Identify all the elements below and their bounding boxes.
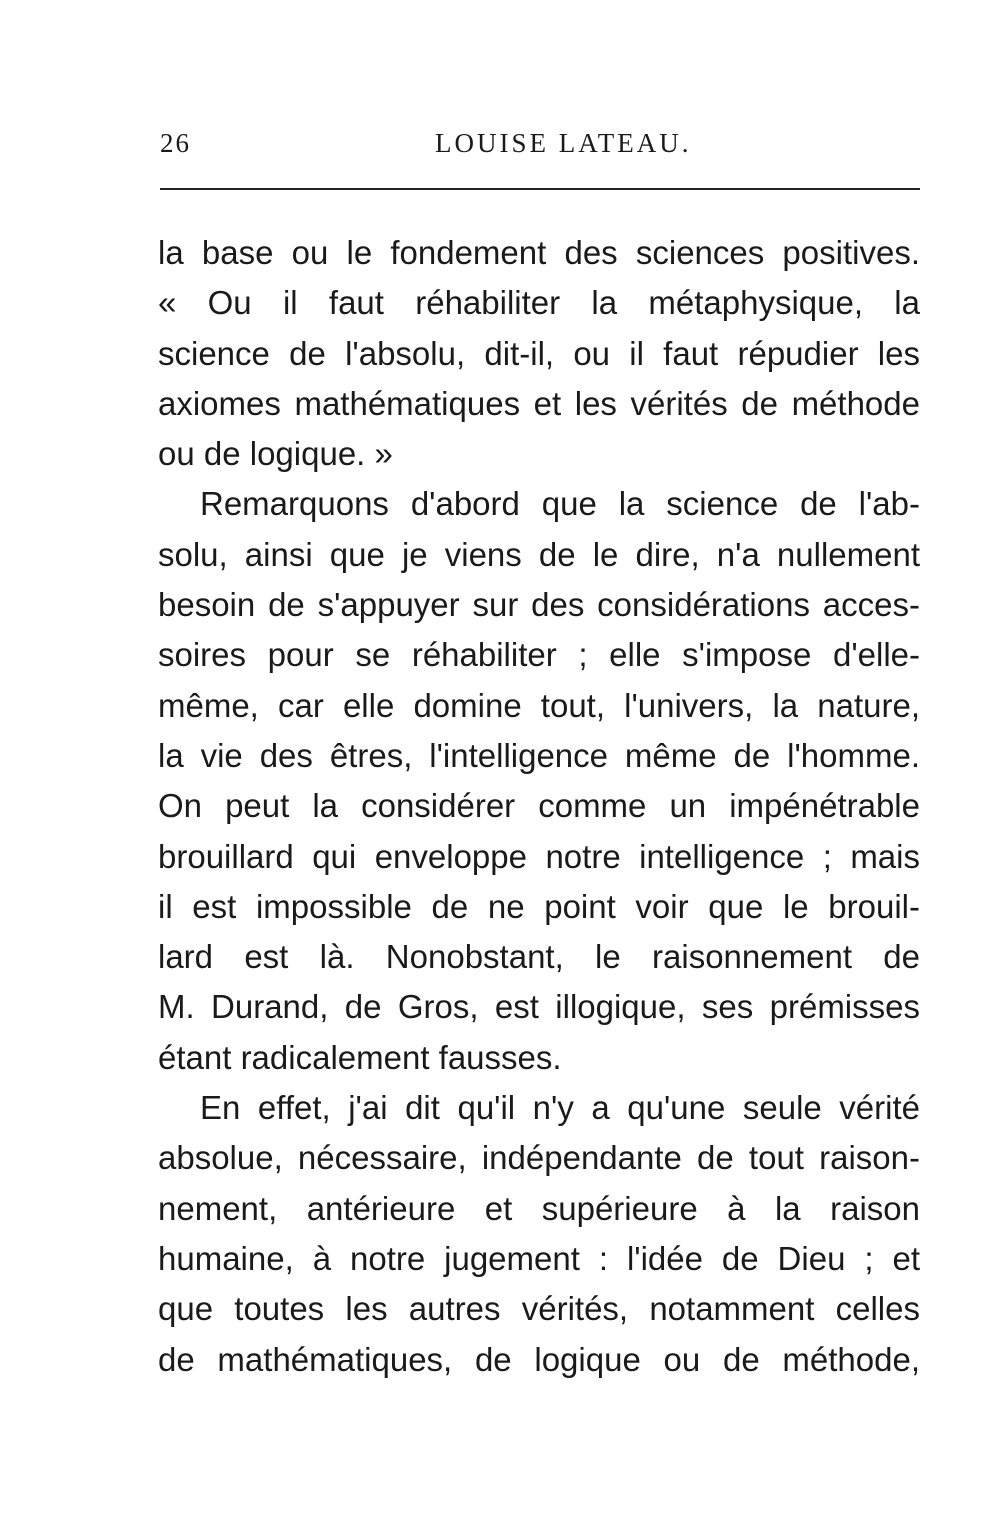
- text-line: science de l'absolu, dit-il, ou il faut répudier les: [158, 334, 920, 372]
- text-line: soires pour se réhabiliter ; elle s'impose d'elle-: [158, 636, 920, 674]
- header-rule: [160, 188, 920, 190]
- text-line: la base ou le fondement des sciences positives.: [158, 234, 920, 271]
- body-text: [158, 228, 920, 1385]
- text-line: étant radicalement fausses.: [158, 1038, 562, 1076]
- text-line: nement, antérieure et supérieure à la raison: [158, 1189, 920, 1227]
- text-line: Remarquons d'abord que la science de l'ab-: [200, 485, 920, 523]
- text-line: En effet, j'ai dit qu'il n'y a qu'une seule vérité: [200, 1089, 920, 1127]
- text-line: lard est là. Nonobstant, le raisonnement de: [158, 938, 920, 976]
- text-line: On peut la considérer comme un impénétrable: [158, 787, 920, 825]
- running-head: [160, 128, 920, 168]
- text-line: M. Durand, de Gros, est illogique, ses prémisses: [158, 988, 920, 1026]
- page-number: 26: [160, 128, 191, 158]
- text-line: de mathématiques, de logique ou de méthode,: [158, 1340, 920, 1378]
- text-line: « Ou il faut réhabiliter la métaphysique, la: [158, 284, 920, 322]
- text-line: brouillard qui enveloppe notre intelligence ; mais: [158, 837, 920, 875]
- text-line: humaine, à notre jugement : l'idée de Dieu ; et: [158, 1239, 920, 1277]
- text-line: il est impossible de ne point voir que le brouil-: [158, 887, 920, 925]
- text-line: même, car elle domine tout, l'univers, la nature,: [158, 686, 920, 724]
- text-line: solu, ainsi que je viens de le dire, n'a nullement: [158, 535, 920, 573]
- text-line: ou de logique. »: [158, 435, 393, 473]
- text-line: que toutes les autres vérités, notamment celles: [158, 1290, 920, 1328]
- text-line: absolue, nécessaire, indépendante de tout raison-: [158, 1139, 920, 1177]
- running-title: LOUISE LATEAU.: [435, 128, 692, 158]
- text-line: besoin de s'appuyer sur des considérations acces-: [158, 586, 920, 624]
- text-line: axiomes mathématiques et les vérités de méthode: [158, 384, 920, 422]
- text-line: la vie des êtres, l'intelligence même de l'homme.: [158, 736, 920, 774]
